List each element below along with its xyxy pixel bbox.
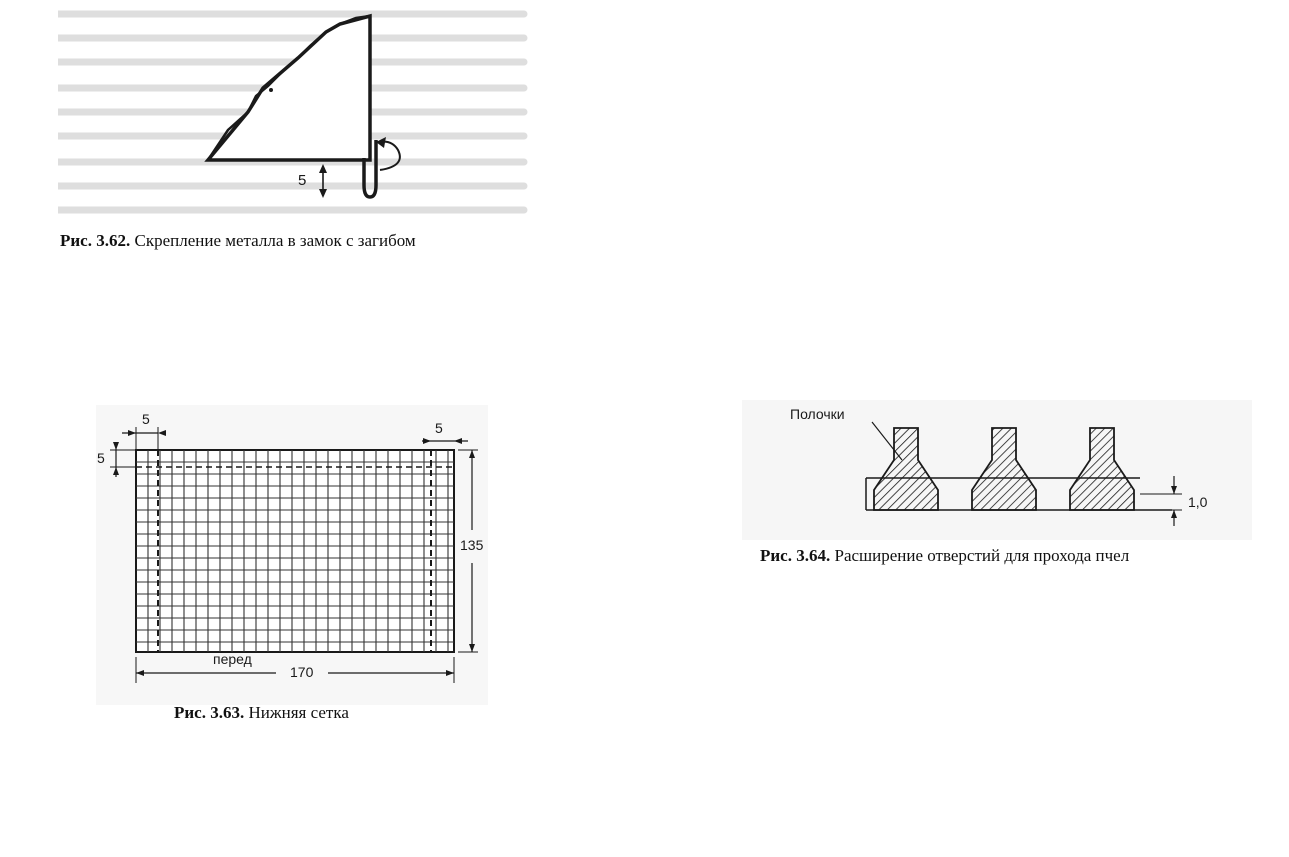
figure-number: Рис. 3.62.	[60, 231, 131, 250]
dimension-top-right: 5	[435, 420, 443, 436]
figure-caption-text: Расширение отверстий для прохода пчел	[834, 546, 1130, 565]
figure-caption-text: Нижняя сетка	[248, 703, 349, 722]
seam-lock-drawing	[58, 0, 528, 225]
figure-caption	[760, 546, 1129, 566]
dimension-left-top: 5	[97, 450, 105, 466]
dimension-height: 135	[460, 537, 484, 553]
dimension-gap: 1,0	[1188, 494, 1208, 510]
figure-3-63	[96, 405, 488, 725]
front-label: перед	[213, 651, 252, 667]
figure-caption	[174, 703, 349, 723]
figure-number: Рис. 3.64.	[760, 546, 831, 565]
dimension-label-5: 5	[298, 172, 307, 189]
bottom-mesh-drawing	[96, 405, 488, 705]
figure-number: Рис. 3.63.	[174, 703, 245, 722]
sheet-outline	[208, 16, 370, 160]
figure-caption	[60, 231, 416, 251]
figure-caption-text: Скрепление металла в замок с загибом	[134, 231, 416, 250]
shelves-label: Полочки	[790, 406, 845, 422]
figure-3-64	[742, 400, 1252, 570]
dimension-width: 170	[290, 664, 314, 680]
figure-3-62	[58, 0, 528, 260]
dimension-top-left: 5	[142, 411, 150, 427]
